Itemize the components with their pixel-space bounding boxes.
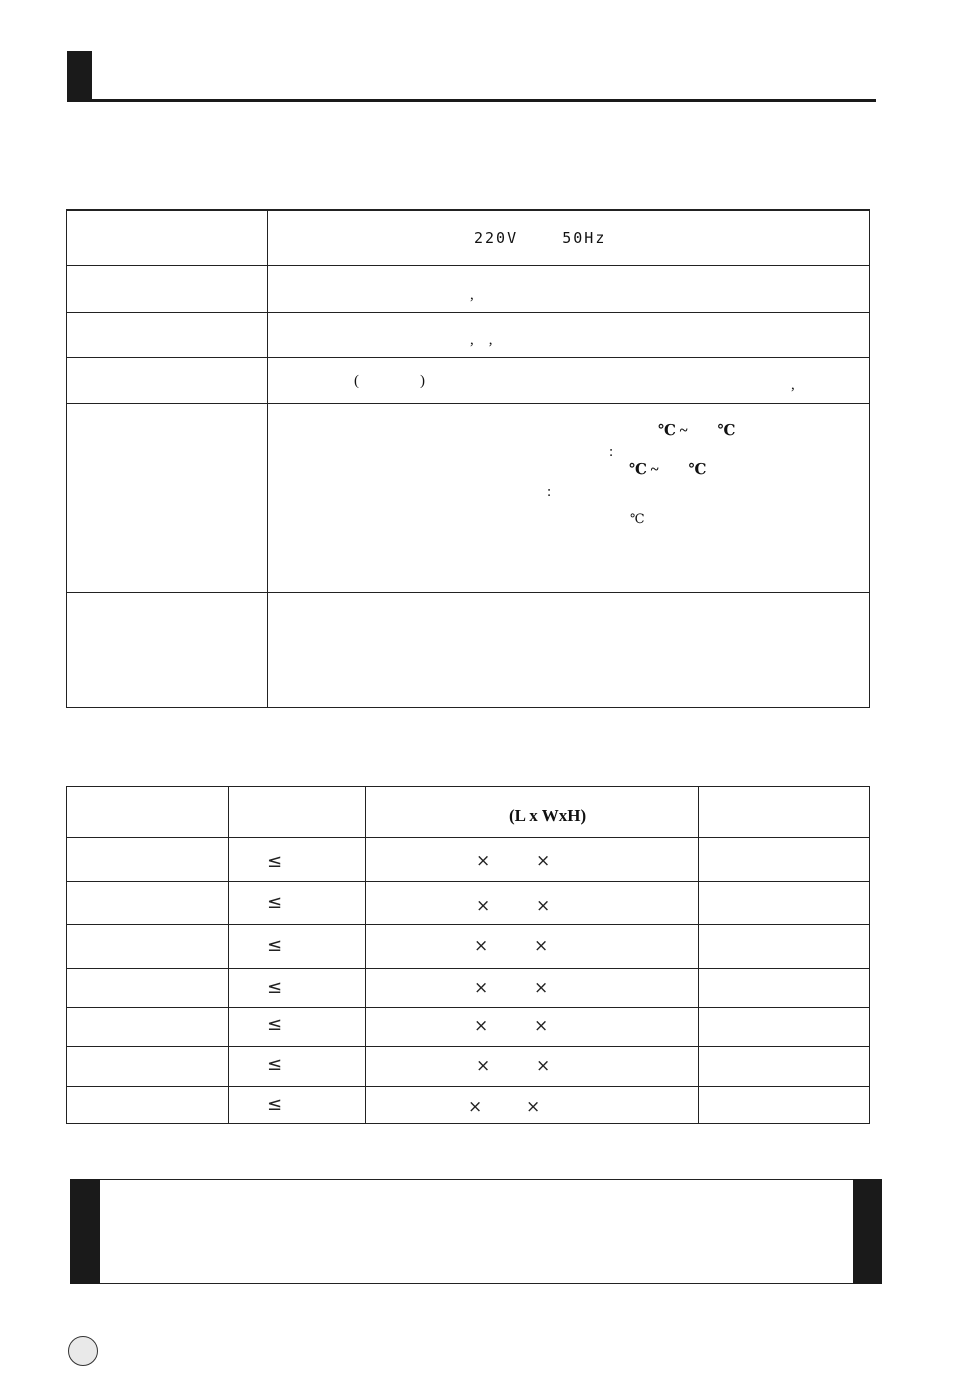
spec-row2-punct: , — [470, 287, 474, 303]
row-divider — [66, 1046, 870, 1047]
note-bar-left — [70, 1179, 100, 1284]
less-equal-symbol: ≤ — [267, 977, 283, 998]
row-divider — [66, 968, 870, 969]
row-divider — [66, 924, 870, 925]
table-border-bottom — [66, 1123, 870, 1124]
times-symbol: × — [534, 936, 549, 956]
times-symbol: × — [474, 936, 489, 956]
temperature-unit: ℃ — [630, 511, 645, 526]
note-box — [70, 1179, 882, 1284]
temperature-colon-1: : — [609, 444, 614, 460]
row-divider — [66, 1007, 870, 1008]
spec-row4-paren-open: ( — [354, 373, 359, 389]
times-symbol: × — [476, 1056, 491, 1076]
model-table — [66, 786, 870, 1124]
page-number-badge — [68, 1336, 98, 1366]
table-border-left — [66, 209, 67, 708]
times-symbol: × — [526, 1097, 541, 1117]
less-equal-symbol: ≤ — [267, 935, 283, 956]
times-symbol: × — [534, 1016, 549, 1036]
row-divider — [66, 881, 870, 882]
temperature-colon-2: : — [547, 484, 552, 500]
temperature-range-1: ℃ ~ ℃ — [658, 423, 736, 439]
temperature-range-2: ℃ ~ ℃ — [629, 462, 707, 478]
less-equal-symbol: ≤ — [267, 892, 283, 913]
row-divider — [66, 592, 870, 593]
times-symbol: × — [536, 896, 551, 916]
spec-row3-punct: , , — [470, 332, 493, 348]
row-divider — [66, 357, 870, 358]
less-equal-symbol: ≤ — [267, 1054, 283, 1075]
less-equal-symbol: ≤ — [267, 851, 283, 872]
times-symbol: × — [468, 1097, 483, 1117]
table-border-top — [66, 786, 870, 787]
row-divider — [66, 312, 870, 313]
less-equal-symbol: ≤ — [267, 1094, 283, 1115]
column-divider — [267, 209, 268, 708]
power-supply-value: 220V 50Hz — [474, 229, 607, 247]
times-symbol: × — [476, 896, 491, 916]
times-symbol: × — [534, 978, 549, 998]
table-border-bottom — [66, 707, 870, 708]
row-divider — [66, 265, 870, 266]
specification-table — [66, 209, 870, 708]
table-border-right — [869, 209, 870, 708]
spec-row4-paren-close: ) — [420, 373, 425, 389]
times-symbol: × — [474, 978, 489, 998]
times-symbol: × — [536, 1056, 551, 1076]
row-divider — [66, 403, 870, 404]
header-rule — [67, 99, 876, 102]
section-marker — [67, 51, 92, 101]
dimensions-header: (L x WxH) — [509, 806, 587, 825]
row-divider — [66, 837, 870, 838]
note-bar-right — [853, 1179, 882, 1284]
table-border-top — [66, 209, 870, 211]
times-symbol: × — [476, 851, 491, 871]
row-divider — [66, 1086, 870, 1087]
times-symbol: × — [474, 1016, 489, 1036]
spec-row4-punct: , — [791, 377, 795, 393]
times-symbol: × — [536, 851, 551, 871]
less-equal-symbol: ≤ — [267, 1014, 283, 1035]
